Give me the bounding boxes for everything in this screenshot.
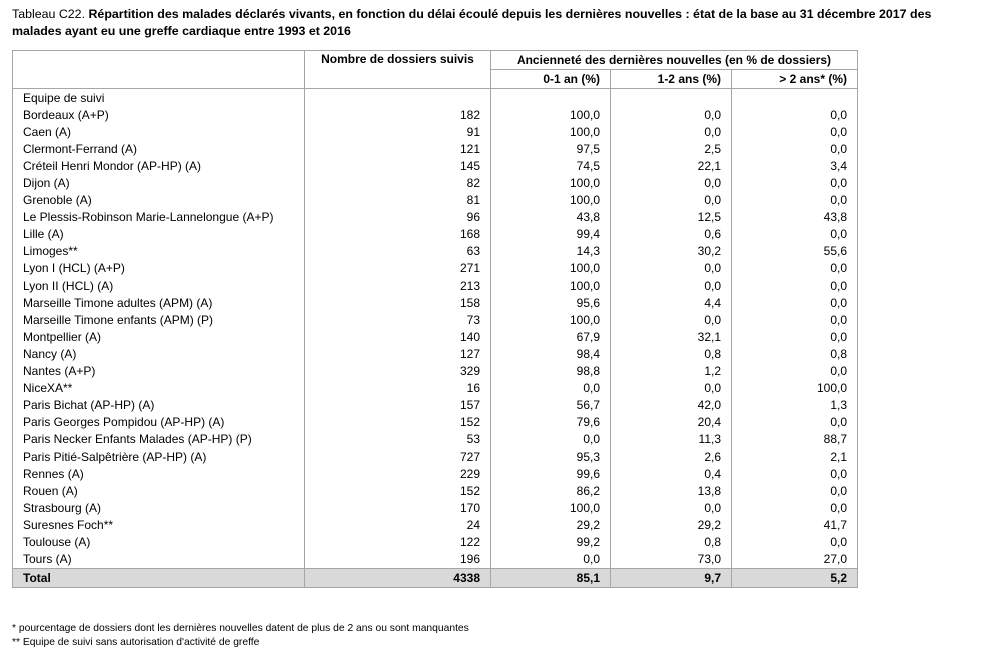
total-row	[13, 568, 858, 587]
table-row	[13, 243, 858, 260]
team-name: Créteil Henri Mondor (AP-HP) (A)	[13, 157, 305, 174]
pct-1-2-ans: 73,0	[611, 551, 732, 569]
pct-plus-2-ans: 0,0	[732, 106, 858, 123]
pct-1-2-ans: 0,0	[611, 174, 732, 191]
dossiers-count: 121	[305, 140, 491, 157]
team-name: Caen (A)	[13, 123, 305, 140]
pct-1-2-ans: 0,0	[611, 380, 732, 397]
footnotes	[12, 622, 469, 650]
pct-0-1-an: 0,0	[491, 551, 611, 569]
table-row	[13, 192, 858, 209]
pct-0-1-an: 86,2	[491, 482, 611, 499]
table-row	[13, 516, 858, 533]
team-name: Marseille Timone adultes (APM) (A)	[13, 294, 305, 311]
team-name: Paris Necker Enfants Malades (AP-HP) (P)	[13, 431, 305, 448]
pct-0-1-an: 74,5	[491, 157, 611, 174]
pct-plus-2-ans: 43,8	[732, 209, 858, 226]
pct-plus-2-ans: 0,0	[732, 260, 858, 277]
pct-0-1-an: 99,2	[491, 533, 611, 550]
dossiers-count: 140	[305, 328, 491, 345]
table-row	[13, 123, 858, 140]
team-name: Montpellier (A)	[13, 328, 305, 345]
pct-1-2-ans: 0,6	[611, 226, 732, 243]
dossiers-count: 158	[305, 294, 491, 311]
dossiers-count: 213	[305, 277, 491, 294]
table-row	[13, 499, 858, 516]
header-blank-cell	[13, 51, 305, 89]
group-label: Equipe de suivi	[13, 89, 305, 107]
dossiers-count: 81	[305, 192, 491, 209]
table-row	[13, 277, 858, 294]
header-col-1-2-ans: 1-2 ans (%)	[611, 70, 732, 89]
pct-1-2-ans: 0,0	[611, 311, 732, 328]
dossiers-count: 168	[305, 226, 491, 243]
pct-1-2-ans: 2,5	[611, 140, 732, 157]
team-name: Grenoble (A)	[13, 192, 305, 209]
pct-0-1-an: 100,0	[491, 192, 611, 209]
table-row	[13, 448, 858, 465]
team-name: Paris Pitié-Salpêtrière (AP-HP) (A)	[13, 448, 305, 465]
pct-0-1-an: 79,6	[491, 414, 611, 431]
pct-plus-2-ans: 0,0	[732, 226, 858, 243]
dossiers-count: 152	[305, 482, 491, 499]
pct-0-1-an: 100,0	[491, 311, 611, 328]
team-name: Lyon II (HCL) (A)	[13, 277, 305, 294]
pct-1-2-ans: 12,5	[611, 209, 732, 226]
dossiers-count: 157	[305, 397, 491, 414]
pct-plus-2-ans: 0,0	[732, 123, 858, 140]
pct-0-1-an: 100,0	[491, 174, 611, 191]
pct-plus-2-ans: 41,7	[732, 516, 858, 533]
table-number: Tableau C22.	[12, 7, 86, 21]
dossiers-count: 196	[305, 551, 491, 569]
footnote-1: * pourcentage de dossiers dont les dernières nouvelles datent de plus de 2 ans ou sont manquantes	[12, 623, 469, 634]
header-col-plus-2-ans: > 2 ans* (%)	[732, 70, 858, 89]
header-dossiers-cont	[305, 70, 491, 89]
team-name: Clermont-Ferrand (A)	[13, 140, 305, 157]
pct-1-2-ans: 13,8	[611, 482, 732, 499]
pct-0-1-an: 43,8	[491, 209, 611, 226]
table-row	[13, 311, 858, 328]
table-row	[13, 140, 858, 157]
team-name: Rennes (A)	[13, 465, 305, 482]
pct-1-2-ans: 42,0	[611, 397, 732, 414]
pct-plus-2-ans: 0,0	[732, 294, 858, 311]
team-name: Suresnes Foch**	[13, 516, 305, 533]
team-name: Nancy (A)	[13, 345, 305, 362]
dossiers-count: 53	[305, 431, 491, 448]
pct-1-2-ans: 0,0	[611, 260, 732, 277]
pct-0-1-an: 95,6	[491, 294, 611, 311]
pct-plus-2-ans: 100,0	[732, 380, 858, 397]
dossiers-count: 16	[305, 380, 491, 397]
pct-plus-2-ans: 0,0	[732, 328, 858, 345]
dossiers-count: 96	[305, 209, 491, 226]
pct-0-1-an: 99,4	[491, 226, 611, 243]
team-name: Limoges**	[13, 243, 305, 260]
table-row	[13, 431, 858, 448]
pct-1-2-ans: 2,6	[611, 448, 732, 465]
footnote-2: ** Equipe de suivi sans autorisation d'activité de greffe	[12, 637, 260, 648]
table-row	[13, 465, 858, 482]
dossiers-count: 152	[305, 414, 491, 431]
pct-1-2-ans: 11,3	[611, 431, 732, 448]
table-row	[13, 551, 858, 569]
dossiers-count: 329	[305, 363, 491, 380]
table-row	[13, 328, 858, 345]
pct-1-2-ans: 20,4	[611, 414, 732, 431]
pct-plus-2-ans: 0,0	[732, 277, 858, 294]
pct-plus-2-ans: 0,0	[732, 311, 858, 328]
total-dossiers-count: 4338	[305, 568, 491, 587]
pct-plus-2-ans: 2,1	[732, 448, 858, 465]
table-title	[12, 6, 974, 40]
pct-0-1-an: 100,0	[491, 499, 611, 516]
pct-plus-2-ans: 0,0	[732, 533, 858, 550]
team-name: Bordeaux (A+P)	[13, 106, 305, 123]
pct-plus-2-ans: 0,0	[732, 499, 858, 516]
table-row	[13, 380, 858, 397]
pct-0-1-an: 98,4	[491, 345, 611, 362]
dossiers-count: 63	[305, 243, 491, 260]
pct-0-1-an: 100,0	[491, 260, 611, 277]
pct-0-1-an: 29,2	[491, 516, 611, 533]
group-label-row	[13, 89, 858, 107]
table-row	[13, 174, 858, 191]
pct-plus-2-ans: 0,0	[732, 414, 858, 431]
total-pct-plus-2-ans: 5,2	[732, 568, 858, 587]
pct-1-2-ans: 4,4	[611, 294, 732, 311]
pct-0-1-an: 97,5	[491, 140, 611, 157]
dossiers-count: 122	[305, 533, 491, 550]
total-pct-1-2-ans: 9,7	[611, 568, 732, 587]
pct-plus-2-ans: 0,8	[732, 345, 858, 362]
team-name: Dijon (A)	[13, 174, 305, 191]
team-name: Lille (A)	[13, 226, 305, 243]
dossiers-count: 73	[305, 311, 491, 328]
table-row	[13, 533, 858, 550]
pct-plus-2-ans: 0,0	[732, 482, 858, 499]
pct-0-1-an: 0,0	[491, 380, 611, 397]
dossiers-count: 145	[305, 157, 491, 174]
pct-0-1-an: 99,6	[491, 465, 611, 482]
team-name: Rouen (A)	[13, 482, 305, 499]
team-name: Paris Georges Pompidou (AP-HP) (A)	[13, 414, 305, 431]
table-row	[13, 414, 858, 431]
team-name: Nantes (A+P)	[13, 363, 305, 380]
pct-plus-2-ans: 88,7	[732, 431, 858, 448]
header-dossiers: Nombre de dossiers suivis	[305, 51, 491, 70]
pct-1-2-ans: 0,0	[611, 192, 732, 209]
pct-0-1-an: 67,9	[491, 328, 611, 345]
dossiers-count: 170	[305, 499, 491, 516]
pct-0-1-an: 14,3	[491, 243, 611, 260]
team-name: NiceXA**	[13, 380, 305, 397]
pct-plus-2-ans: 0,0	[732, 192, 858, 209]
pct-0-1-an: 95,3	[491, 448, 611, 465]
table-caption: Répartition des malades déclarés vivants, en fonction du délai écoulé depuis les dernières nouvelles : état de la base au 31 décembre 2017 des malades ayant eu une greffe cardiaque entre 1993 et 2016	[12, 7, 932, 38]
dossiers-count: 127	[305, 345, 491, 362]
pct-plus-2-ans: 0,0	[732, 140, 858, 157]
table-row	[13, 345, 858, 362]
table-row	[13, 294, 858, 311]
pct-1-2-ans: 0,0	[611, 277, 732, 294]
dossiers-count: 91	[305, 123, 491, 140]
table-row	[13, 260, 858, 277]
total-pct-0-1-an: 85,1	[491, 568, 611, 587]
pct-plus-2-ans: 0,0	[732, 363, 858, 380]
dossiers-count: 271	[305, 260, 491, 277]
team-name: Lyon I (HCL) (A+P)	[13, 260, 305, 277]
pct-1-2-ans: 0,4	[611, 465, 732, 482]
pct-1-2-ans: 0,0	[611, 499, 732, 516]
team-name: Tours (A)	[13, 551, 305, 569]
pct-plus-2-ans: 0,0	[732, 465, 858, 482]
header-anciennete: Ancienneté des dernières nouvelles (en % de dossiers)	[491, 51, 858, 70]
dossiers-count: 229	[305, 465, 491, 482]
pct-1-2-ans: 29,2	[611, 516, 732, 533]
pct-0-1-an: 100,0	[491, 277, 611, 294]
team-name: Toulouse (A)	[13, 533, 305, 550]
pct-1-2-ans: 30,2	[611, 243, 732, 260]
pct-1-2-ans: 0,8	[611, 345, 732, 362]
pct-plus-2-ans: 0,0	[732, 174, 858, 191]
pct-0-1-an: 56,7	[491, 397, 611, 414]
pct-0-1-an: 0,0	[491, 431, 611, 448]
pct-1-2-ans: 0,0	[611, 123, 732, 140]
pct-1-2-ans: 0,0	[611, 106, 732, 123]
table-row	[13, 397, 858, 414]
dossiers-count: 727	[305, 448, 491, 465]
header-col-0-1-an: 0-1 an (%)	[491, 70, 611, 89]
pct-0-1-an: 98,8	[491, 363, 611, 380]
data-table	[12, 50, 858, 588]
table-row	[13, 226, 858, 243]
table-row	[13, 157, 858, 174]
total-team-name: Total	[13, 568, 305, 587]
pct-1-2-ans: 22,1	[611, 157, 732, 174]
pct-0-1-an: 100,0	[491, 123, 611, 140]
table-row	[13, 363, 858, 380]
pct-1-2-ans: 32,1	[611, 328, 732, 345]
pct-plus-2-ans: 27,0	[732, 551, 858, 569]
pct-plus-2-ans: 3,4	[732, 157, 858, 174]
table-row	[13, 106, 858, 123]
dossiers-count: 24	[305, 516, 491, 533]
pct-0-1-an: 100,0	[491, 106, 611, 123]
team-name: Marseille Timone enfants (APM) (P)	[13, 311, 305, 328]
dossiers-count: 82	[305, 174, 491, 191]
team-name: Le Plessis-Robinson Marie-Lannelongue (A+P)	[13, 209, 305, 226]
table-row	[13, 482, 858, 499]
pct-1-2-ans: 1,2	[611, 363, 732, 380]
header-row-1	[13, 51, 858, 70]
pct-1-2-ans: 0,8	[611, 533, 732, 550]
pct-plus-2-ans: 55,6	[732, 243, 858, 260]
table-row	[13, 209, 858, 226]
table-body	[13, 51, 858, 588]
team-name: Strasbourg (A)	[13, 499, 305, 516]
dossiers-count: 182	[305, 106, 491, 123]
team-name: Paris Bichat (AP-HP) (A)	[13, 397, 305, 414]
pct-plus-2-ans: 1,3	[732, 397, 858, 414]
